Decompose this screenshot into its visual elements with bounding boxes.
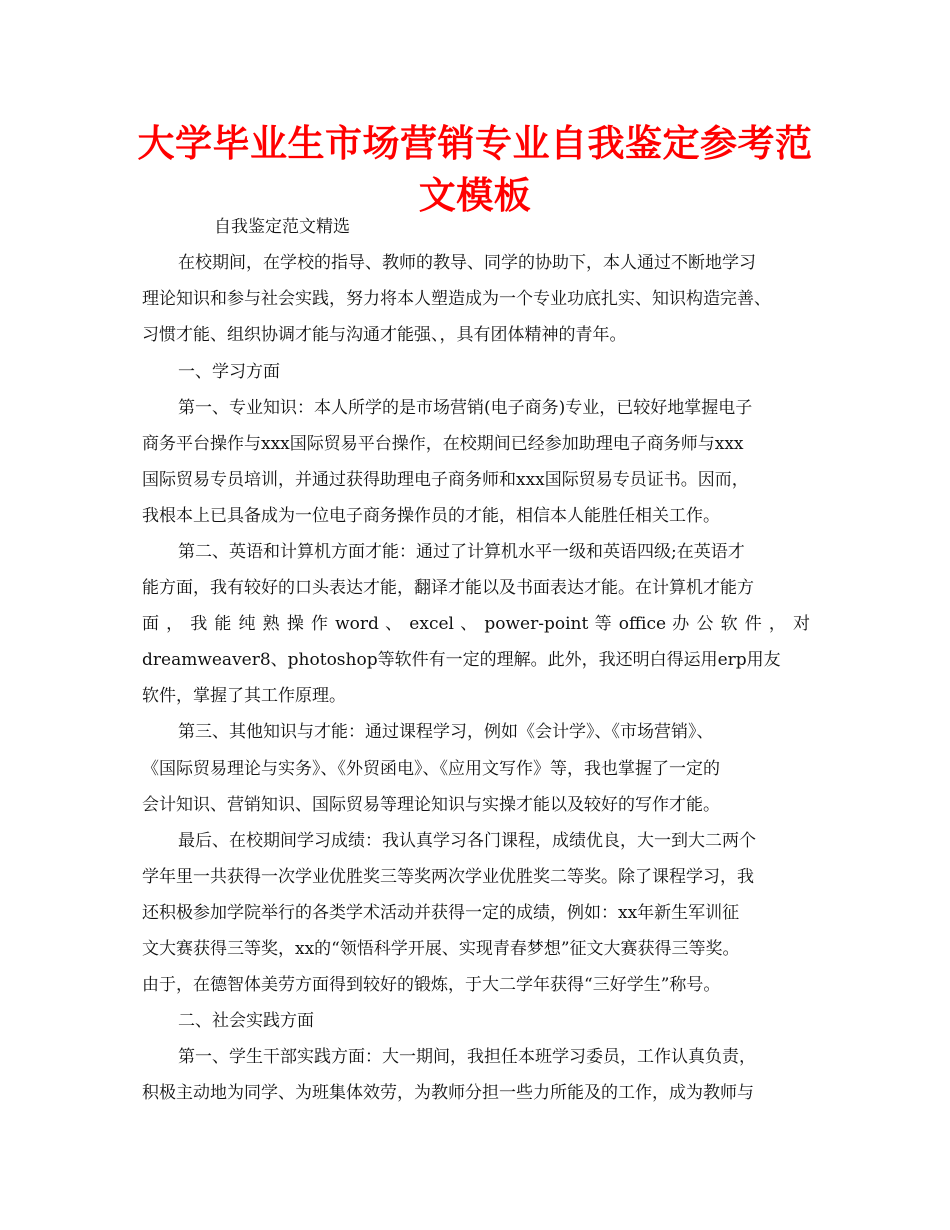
- body-line: 由于，在德智体美劳方面得到较好的锻炼，于大二学年获得“三好学生”称号。: [142, 975, 721, 995]
- section-heading: 一、学习方面: [178, 362, 280, 382]
- body-line: 商务平台操作与xxx国际贸易平台操作，在校期间已经参加助理电子商务师与xxx: [142, 434, 744, 454]
- body-line: 能方面，我有较好的口头表达才能，翻译才能以及书面表达才能。在计算机才能方: [142, 578, 754, 598]
- section-heading: 二、社会实践方面: [178, 1011, 314, 1031]
- body-line: 最后、在校期间学习成绩：我认真学习各门课程，成绩优良，大一到大二两个: [178, 831, 756, 851]
- body-line: dreamweaver8、photoshop等软件有一定的理解。此外，我还明白得运用erp用友: [142, 650, 781, 670]
- document-title: 大学毕业生市场营销专业自我鉴定参考范文模板: [137, 122, 813, 217]
- body-line: 软件，掌握了其工作原理。: [142, 686, 346, 706]
- body-line: 还积极参加学院举行的各类学术活动并获得一定的成绩，例如：xx年新生军训征: [142, 903, 740, 923]
- body-line: 第二、英语和计算机方面才能：通过了计算机水平一级和英语四级;在英语才: [178, 542, 745, 562]
- body-line: 《国际贸易理论与实务》、《外贸函电》、《应用文写作》等，我也掌握了一定的: [142, 759, 720, 779]
- body-line: 会计知识、营销知识、国际贸易等理论知识与实操才能以及较好的写作才能。: [142, 795, 720, 815]
- body-line: 第一、专业知识：本人所学的是市场营销(电子商务)专业，已较好地掌握电子: [178, 398, 753, 418]
- body-line: 面 ， 我 能 纯 熟 操 作 word 、 excel 、 power-point 等 office 办 公 软 件 ， 对: [142, 614, 810, 634]
- body-line: 学年里一共获得一次学业优胜奖三等奖两次学业优胜奖二等奖。除了课程学习，我: [142, 867, 754, 887]
- body-line: 积极主动地为同学、为班集体效劳，为教师分担一些力所能及的工作，成为教师与: [142, 1083, 754, 1103]
- body-line: 在校期间，在学校的指导、教师的教导、同学的协助下，本人通过不断地学习: [178, 253, 756, 273]
- body-line: 第一、学生干部实践方面：大一期间，我担任本班学习委员，工作认真负责，: [178, 1047, 756, 1067]
- body-line: 我根本上已具备成为一位电子商务操作员的才能，相信本人能胜任相关工作。: [142, 506, 720, 526]
- body-line: 理论知识和参与社会实践，努力将本人塑造成为一个专业功底扎实、知识构造完善、: [142, 289, 771, 309]
- body-line: 国际贸易专员培训，并通过获得助理电子商务师和xxx国际贸易专员证书。因而，: [142, 470, 749, 490]
- document-subtitle: 自我鉴定范文精选: [214, 217, 350, 237]
- body-line: 习惯才能、组织协调才能与沟通才能强、，具有团体精神的青年。: [142, 325, 627, 345]
- body-line: 文大赛获得三等奖，xx的“领悟科学开展、实现青春梦想”征文大赛获得三等奖。: [142, 939, 740, 959]
- body-line: 第三、其他知识与才能：通过课程学习，例如《会计学》、《市场营销》、: [178, 722, 714, 742]
